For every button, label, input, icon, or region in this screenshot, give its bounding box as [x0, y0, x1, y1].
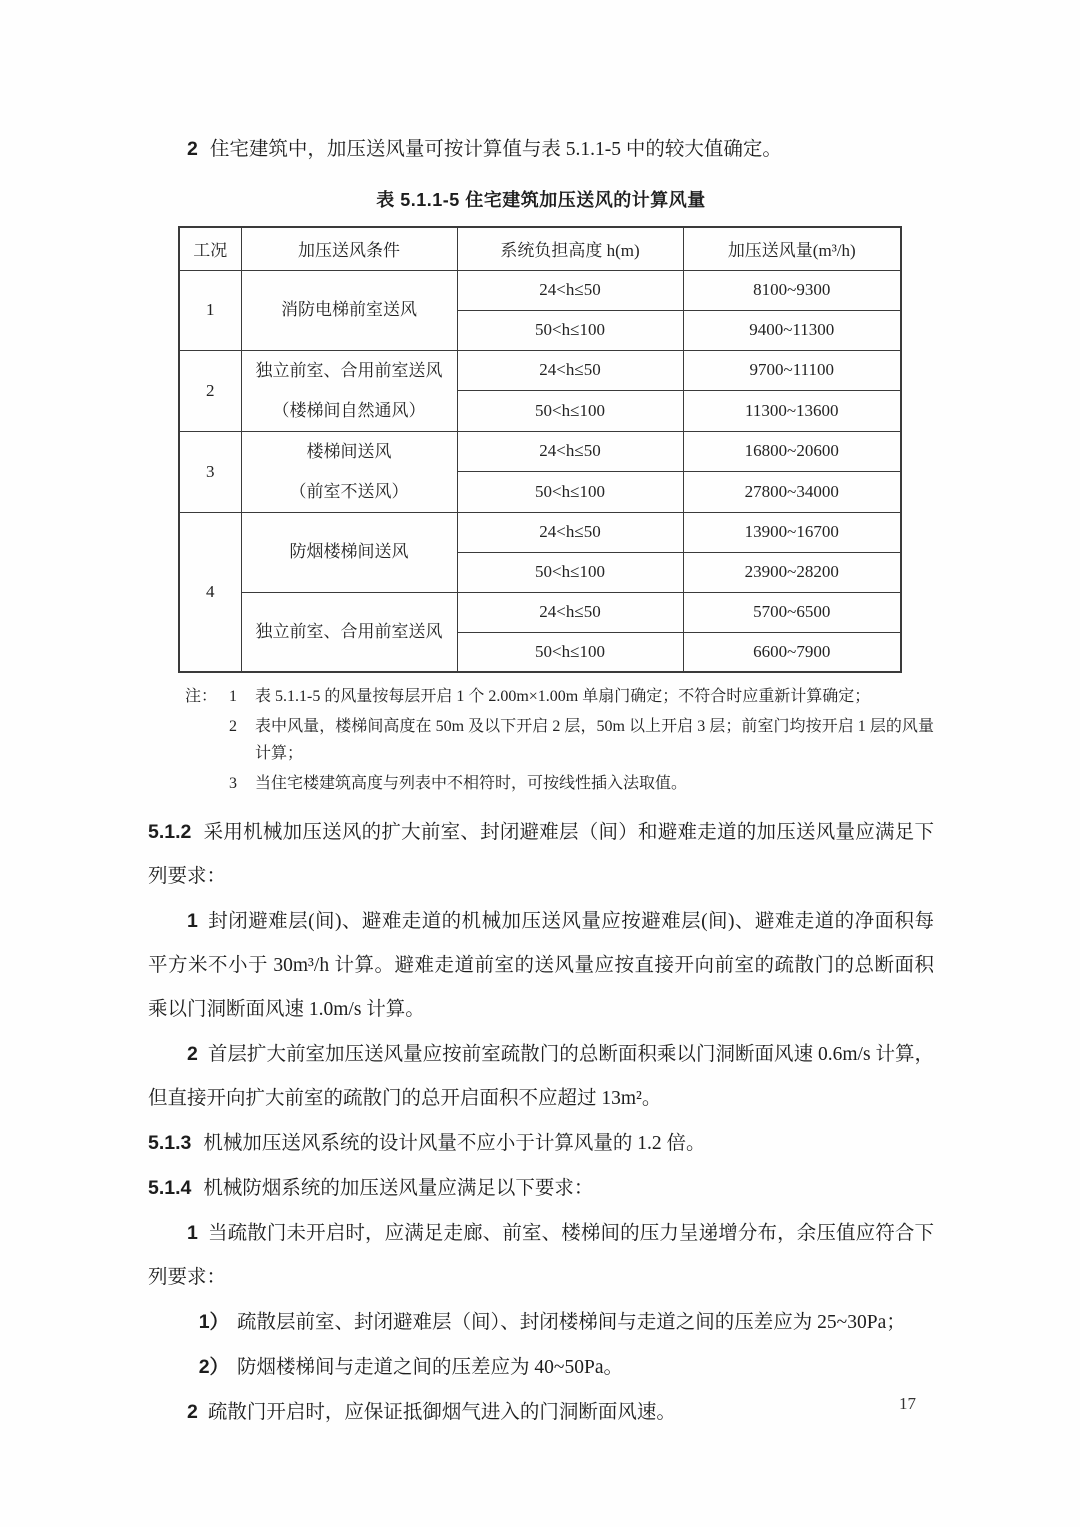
note-text: 表中风量，楼梯间高度在 50m 及以下开启 2 层，50m 以上开启 3 层；前室门均按开启 1 层的风量计算； [255, 718, 934, 762]
clause-5-1-4-item-1 [148, 1211, 934, 1300]
intro-item-number: 2 [187, 138, 198, 160]
height-range-cell: 50<h≤100 [457, 552, 683, 592]
note-text: 当住宅楼建筑高度与列表中不相符时，可按线性插入法取值。 [255, 775, 688, 792]
table-title: 表 5.1.1-5 住宅建筑加压送风的计算风量 [376, 190, 706, 210]
note-text: 表 5.1.1-5 的风量按每层开启 1 个 2.00m×1.00m 单扇门确定；不符合时应重新计算确定； [255, 688, 871, 705]
clause-text: 首层扩大前室加压送风量应按前室疏散门的总断面积乘以门洞断面风速 0.6m/s 计算，但直接开向扩大前室的疏散门的总开启面积不应超过 13m²。 [148, 1044, 934, 1109]
table-header-row [179, 227, 901, 270]
height-range-cell: 50<h≤100 [457, 632, 683, 672]
clause-text: 防烟楼梯间与走道之间的压差应为 40~50Pa。 [237, 1357, 623, 1378]
header-case: 工况 [179, 227, 241, 270]
airflow-value-cell: 6600~7900 [683, 632, 901, 672]
clause-text: 机械防烟系统的加压送风量应满足以下要求： [203, 1178, 594, 1199]
height-range-cell: 50<h≤100 [457, 391, 683, 432]
height-range-cell: 24<h≤50 [457, 270, 683, 310]
table-row [179, 270, 901, 310]
clause-text: 当疏散门未开启时，应满足走廊、前室、楼梯间的压力呈递增分布，余压值应符合下列要求： [148, 1223, 934, 1288]
note-number: 1 [229, 688, 237, 705]
case-number-cell: 1 [179, 270, 241, 350]
condition-cell [241, 270, 457, 350]
airflow-table [178, 226, 902, 673]
condition-line: 消防电梯前室送风 [281, 300, 417, 319]
condition-line: 独立前室、合用前室送风 [255, 360, 443, 380]
intro-text: 住宅建筑中，加压送风量可按计算值与表 5.1.1-5 中的较大值确定。 [209, 139, 782, 160]
clause-text: 机械加压送风系统的设计风量不应小于计算风量的 1.2 倍。 [203, 1133, 706, 1154]
table-row [179, 350, 901, 391]
note-item [185, 713, 934, 767]
note-number: 3 [229, 775, 237, 792]
height-range-cell: 24<h≤50 [457, 431, 683, 472]
header-airflow: 加压送风量(m³/h) [683, 227, 901, 270]
note-item [185, 683, 934, 710]
notes-label-spacer [185, 770, 229, 797]
clause-text: 封闭避难层(间)、避难走道的机械加压送风量应按避难层(间)、避难走道的净面积每平方米不小于 30m³/h 计算。避难走道前室的送风量应按直接开向前室的疏散门的总断面积乘以门洞断面风速 1.0m/s 计算。 [148, 911, 934, 1020]
clause-5-1-4-item-2 [148, 1390, 934, 1435]
height-range-cell: 24<h≤50 [457, 512, 683, 552]
clause-5-1-4 [148, 1166, 934, 1211]
condition-line: （前室不送风） [289, 481, 409, 501]
header-condition: 加压送风条件 [241, 227, 457, 270]
airflow-value-cell: 8100~9300 [683, 270, 901, 310]
page-number: 17 [899, 1394, 916, 1413]
table-row [179, 512, 901, 552]
note-item [185, 770, 934, 797]
subitem-number: 2） [198, 1356, 230, 1378]
airflow-value-cell: 16800~20600 [683, 431, 901, 472]
clause-text: 采用机械加压送风的扩大前室、封闭避难层（间）和避难走道的加压送风量应满足下列要求： [148, 822, 934, 887]
item-number: 1 [187, 1222, 198, 1244]
clause-5-1-3 [148, 1121, 934, 1166]
condition-line: 楼梯间送风 [306, 441, 392, 461]
airflow-value-cell: 5700~6500 [683, 592, 901, 632]
page-content [148, 134, 934, 1435]
clause-number: 5.1.3 [148, 1132, 192, 1154]
intro-paragraph [148, 134, 934, 165]
condition-cell [241, 431, 457, 512]
condition-cell [241, 592, 457, 672]
airflow-value-cell: 13900~16700 [683, 512, 901, 552]
condition-cell [241, 350, 457, 431]
airflow-value-cell: 9700~11100 [683, 350, 901, 391]
table-row [179, 431, 901, 472]
airflow-value-cell: 23900~28200 [683, 552, 901, 592]
clause-5-1-2-item-2 [148, 1032, 934, 1121]
condition-line: 防烟楼梯间送风 [289, 542, 409, 561]
airflow-value-cell: 27800~34000 [683, 472, 901, 513]
clause-number: 5.1.2 [148, 821, 192, 843]
airflow-value-cell: 9400~11300 [683, 310, 901, 350]
clauses [148, 810, 934, 1435]
subitem-number: 1） [198, 1311, 230, 1333]
notes-label: 注： [185, 688, 218, 705]
case-number-cell: 4 [179, 512, 241, 672]
notes-label-spacer [185, 713, 229, 767]
header-height: 系统负担高度 h(m) [457, 227, 683, 270]
case-number-cell: 3 [179, 431, 241, 512]
height-range-cell: 24<h≤50 [457, 592, 683, 632]
clause-text: 疏散层前室、封闭避难层（间）、封闭楼梯间与走道之间的压差应为 25~30Pa； [237, 1312, 906, 1333]
clause-5-1-2 [148, 810, 934, 899]
height-range-cell: 50<h≤100 [457, 472, 683, 513]
height-range-cell: 50<h≤100 [457, 310, 683, 350]
item-number: 1 [187, 910, 198, 932]
clause-5-1-4-subitem-2 [148, 1345, 934, 1390]
condition-cell [241, 512, 457, 592]
clause-number: 5.1.4 [148, 1177, 192, 1199]
condition-line: （楼梯间自然通风） [272, 400, 426, 420]
clause-5-1-2-item-1 [148, 899, 934, 1032]
table-row [179, 592, 901, 632]
clause-5-1-4-subitem-1 [148, 1300, 934, 1345]
note-number: 2 [229, 718, 237, 735]
height-range-cell: 24<h≤50 [457, 350, 683, 391]
item-number: 2 [187, 1401, 198, 1423]
table-notes [185, 683, 934, 797]
condition-line: 独立前室、合用前室送风 [255, 621, 443, 641]
airflow-value-cell: 11300~13600 [683, 391, 901, 432]
item-number: 2 [187, 1043, 198, 1065]
clause-text: 疏散门开启时，应保证抵御烟气进入的门洞断面风速。 [207, 1402, 676, 1423]
case-number-cell: 2 [179, 350, 241, 431]
